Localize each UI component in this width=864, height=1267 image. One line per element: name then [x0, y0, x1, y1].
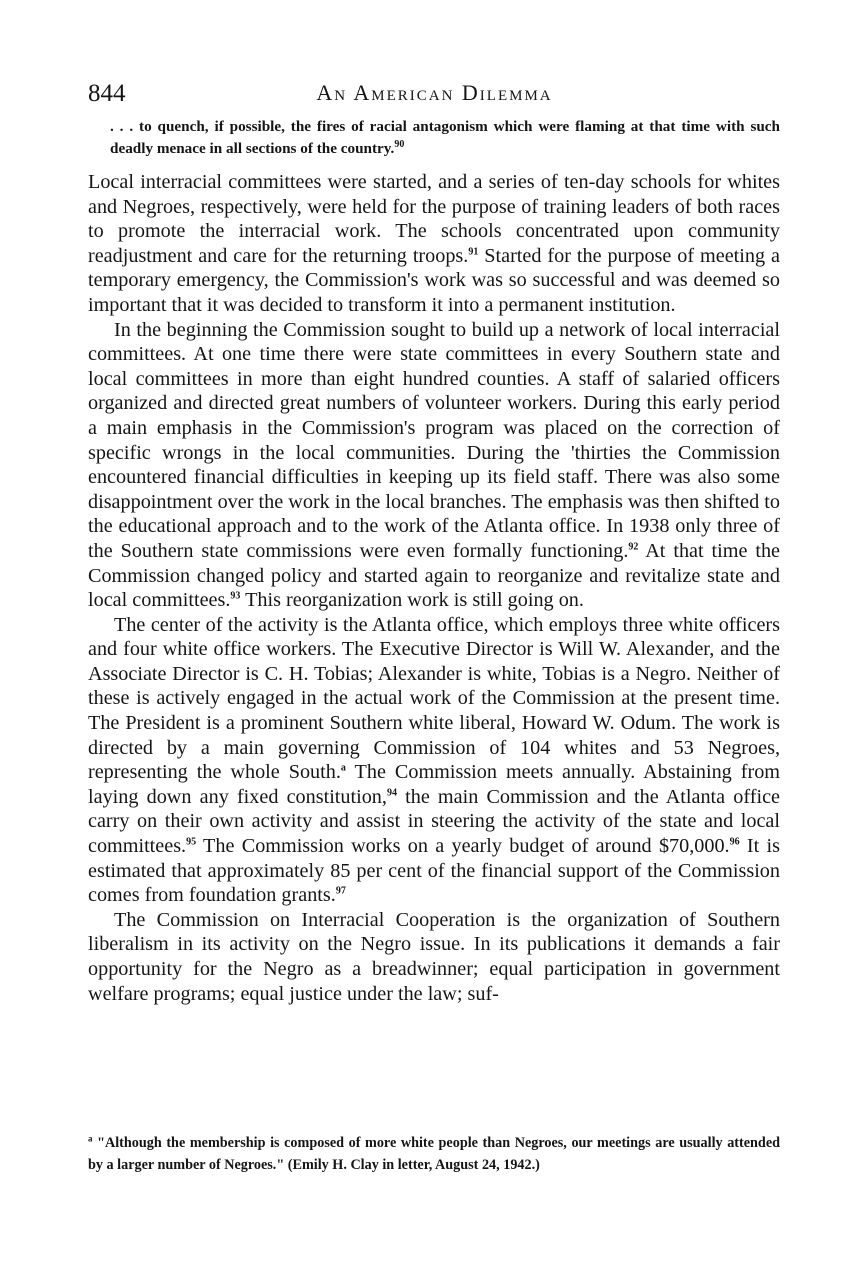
footnote-text: "Although the membership is composed of more white people than Negroes, our meetings are usually attended by a larger number of Negroes." (Emily H. Clay in letter, August 24, 1942.)	[88, 1135, 781, 1173]
footnote-ref: a	[340, 762, 346, 774]
paragraph	[88, 613, 780, 908]
page-number: 844	[88, 80, 126, 107]
footnote-ref: 93	[230, 590, 241, 602]
paragraph-text: In the beginning the Commission sought to build up a network of local interracial committees. At one time there were state committees in every Southern state and local committees in more than eight hundred counties. A staff of salaried officers organized and directed great numbers of volunteer workers. During this early period a main emphasis in the Commission's program was placed on the correction of specific wrongs in the local communities. During the 'thirties the Commission encountered financial difficulties in keeping up its field staff. There was also some disappointment over the work in the local branches. The emphasis was then shifted to the educational approach and to the work of the Atlanta office. In 1938 only three of the Southern state commissions were even formally functioning.	[88, 318, 780, 562]
paragraph-text: the main Commission and the Atlanta office carry on their own activity and assist in steering the activity of the state and local committees.	[88, 785, 780, 858]
paragraph-text: The center of the activity is the Atlanta office, which employs three white officers and four white office workers. The Executive Director is Will W. Alexander, and the Associate Director is C. H. Tobias; Alexander is white, Tobias is a Negro. Neither of these is actively engaged in the actual work of the Commission at the present time. The President is a prominent Southern white liberal, Howard W. Odum. The work is directed by a main governing Commission of 104 whites and 53 Negroes, representing the whole South.	[88, 613, 780, 784]
page-header	[88, 80, 781, 116]
paragraph-text: The Commission works on a yearly budget of around $70,000.	[196, 835, 730, 858]
paragraph-text: Local interracial committees were started, and a series of ten-day schools for whites and Negroes, respectively, were held for the purpose of training leaders of both races to promote the interracial work. The schools concentrated upon community readjustment and care for the returning troops.	[88, 171, 780, 267]
paragraph	[88, 170, 780, 318]
footnote-ref: 95	[186, 836, 197, 848]
footnote-marker: a	[88, 1133, 93, 1144]
paragraph	[88, 908, 780, 1006]
paragraph-text: At that time the Commission changed policy and started again to reorganize and revitalize state and local committees.	[88, 539, 781, 612]
footnote-ref: 91	[468, 246, 479, 258]
block-quote	[110, 116, 780, 160]
footnote	[88, 1132, 780, 1176]
body-text	[88, 170, 780, 1006]
footnote-ref: 92	[628, 541, 639, 553]
paragraph-text: It is estimated that approximately 85 per cent of the financial support of the Commission comes from foundation grants.	[88, 835, 781, 907]
running-head: An American Dilemma	[316, 80, 553, 105]
paragraph-text: Started for the purpose of meeting a temporary emergency, the Commission's work was so successful and was deemed so important that it was decided to transform it into a permanent institution.	[88, 244, 780, 316]
quote-text: . . . to quench, if possible, the fires of racial antagonism which were flaming at that time with such deadly menace in all sections of the country.	[110, 118, 780, 157]
paragraph	[88, 318, 780, 613]
paragraph-text: The Commission on Interracial Cooperation is the organization of Southern liberalism in its activity on the Negro issue. In its publications it demands a fair opportunity for the Negro as a breadwinner; equal participation in government welfare programs; equal justice under the law; suf-	[88, 908, 780, 1005]
footnote-ref: 96	[729, 836, 740, 848]
paragraph-text: This reorganization work is still going on.	[240, 589, 584, 612]
footnote-ref: 97	[335, 885, 346, 897]
paragraph-text: The Commission meets annually. Abstaining from laying down any fixed constitution,	[88, 761, 780, 808]
footnote-ref: 90	[394, 138, 405, 150]
footnote-ref: 94	[386, 787, 397, 799]
